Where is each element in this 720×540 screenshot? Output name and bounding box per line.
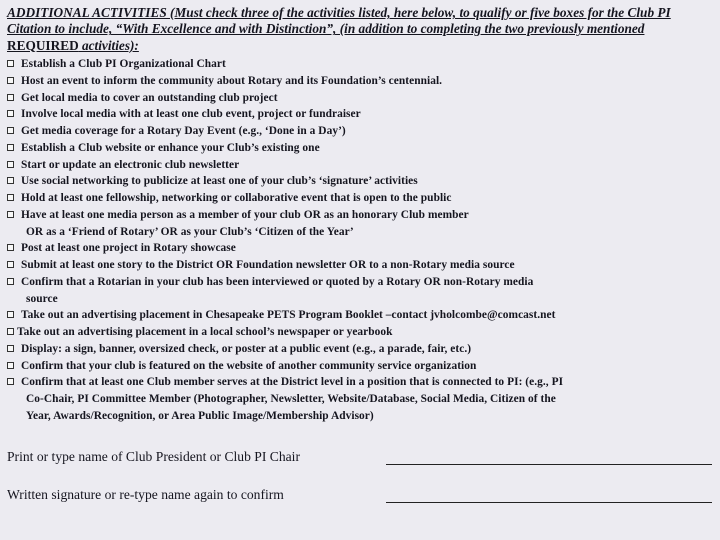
heading-text-end: activities): [78,37,139,53]
checkbox-icon[interactable] [7,362,14,369]
checklist-item [7,374,713,424]
checklist-item-text: Confirm that your club is featured on the website of another community service organization [21,359,477,372]
checklist-item-text: Take out an advertising placement in Chesapeake PETS Program Booklet –contact jvholcombe@comcast.net [21,309,556,322]
print-name-label: Print or type name of Club President or Club PI Chair [7,449,300,464]
checklist-item-text: Start or update an electronic club newsletter [21,158,240,171]
checklist-item-text: Post at least one project in Rotary showcase [21,242,236,255]
signature-row [7,487,284,503]
checklist-item [7,240,713,257]
checklist-item-text: Involve local media with at least one club event, project or fundraiser [21,108,361,121]
checklist-item-continuation: Co-Chair, PI Committee Member (Photographer, Newsletter, Website/Database, Social Media, Citizen of the [26,393,556,406]
checklist-item-text: Confirm that at least one Club member serves at the District level in a position that is connected to PI: (e.g., PI [21,376,564,389]
checkbox-icon[interactable] [7,161,14,168]
signature-line[interactable] [386,502,712,503]
activity-checklist [7,56,713,425]
checklist-item-text: Display: a sign, banner, oversized check, or poster at a public event (e.g., a parade, fair, etc.) [21,342,472,355]
checklist-item [7,190,713,207]
checklist-item [7,73,713,90]
heading-required: REQUIRED [7,37,79,53]
checkbox-icon[interactable] [7,278,14,285]
checklist-item-text: Use social networking to publicize at least one of your club’s ‘signature’ activities [21,175,418,188]
checklist-item-text: Confirm that a Rotarian in your club has been interviewed or quoted by a Rotary OR non-Rotary media [21,275,534,288]
checkbox-icon[interactable] [7,144,14,151]
checklist-item [7,324,713,341]
print-name-line[interactable] [386,464,712,465]
checklist-item [7,90,713,107]
checkbox-icon[interactable] [7,177,14,184]
checklist-item-text: Host an event to inform the community about Rotary and its Foundation’s centennial. [21,74,443,87]
checklist-item-text: Establish a Club website or enhance your Club’s existing one [21,141,320,154]
checklist-item-text: Submit at least one story to the District OR Foundation newsletter OR to a non-Rotary media source [21,259,515,272]
checklist-item-continuation: OR as a ‘Friend of Rotary’ OR as your Club’s ‘Citizen of the Year’ [26,225,354,238]
checklist-item-continuation: source [26,292,58,305]
checkbox-icon[interactable] [7,110,14,117]
checkbox-icon[interactable] [7,311,14,318]
checkbox-icon[interactable] [7,127,14,134]
checkbox-icon[interactable] [7,94,14,101]
checklist-item-text: Establish a Club PI Organizational Chart [21,58,226,71]
checklist-item [7,56,713,73]
checkbox-icon[interactable] [7,211,14,218]
checkbox-icon[interactable] [7,345,14,352]
checklist-item-text: Take out an advertising placement in a local school’s newspaper or yearbook [17,326,393,339]
checkbox-icon[interactable] [7,60,14,67]
checkbox-icon[interactable] [7,378,14,385]
checklist-item [7,257,713,274]
checklist-item-text: Get media coverage for a Rotary Day Event (e.g., ‘Done in a Day’) [21,125,346,138]
checklist-item [7,157,713,174]
signature-label: Written signature or re-type name again to confirm [7,487,284,502]
checklist-item [7,123,713,140]
checklist-item [7,207,713,241]
checklist-item [7,341,713,358]
document [7,5,713,425]
checklist-item-text: Have at least one media person as a member of your club OR as an honorary Club member [21,208,469,221]
checklist-item [7,274,713,308]
checklist-item [7,106,713,123]
checkbox-icon[interactable] [7,77,14,84]
checklist-item-text: Get local media to cover an outstanding club project [21,91,278,104]
checklist-item [7,358,713,375]
checkbox-icon[interactable] [7,244,14,251]
checklist-item-continuation: Year, Awards/Recognition, or Area Public Image/Membership Advisor) [26,409,374,422]
checkbox-icon[interactable] [7,328,14,335]
section-heading [7,5,713,54]
checklist-item-text: Hold at least one fellowship, networking or collaborative event that is open to the public [21,192,452,205]
checklist-item [7,307,713,324]
checklist-item [7,140,713,157]
checkbox-icon[interactable] [7,261,14,268]
checklist-item [7,173,713,190]
heading-text: ADDITIONAL ACTIVITIES (Must check three of the activities listed, here below, to qualify or five boxes for the Club PI Citation to include, “With Excellence and with Distinction”, (in addition to completing the two previously mentioned [7,5,671,37]
print-name-row [7,449,300,465]
checkbox-icon[interactable] [7,194,14,201]
